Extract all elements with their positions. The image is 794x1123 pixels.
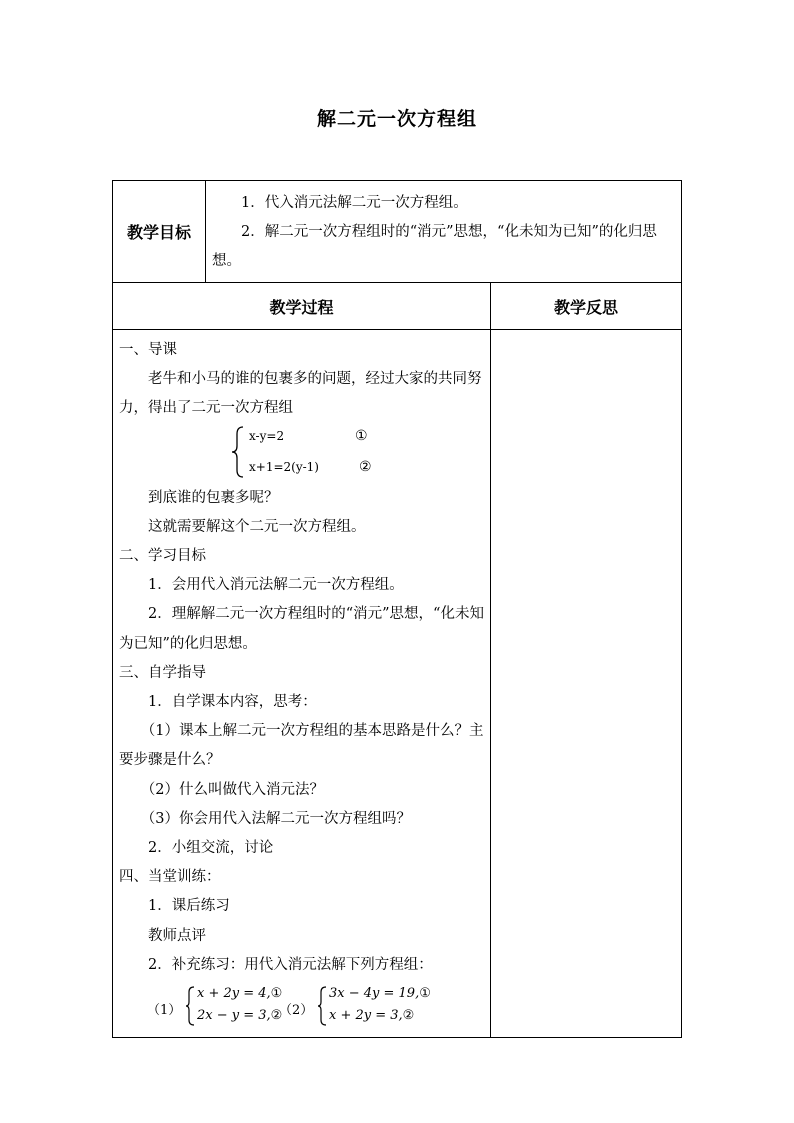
reflection-content [491, 330, 682, 1038]
reflection-column-heading: 教学反思 [491, 283, 682, 330]
goal-item-2: 2．解二元一次方程组时的“消元”思想，“化未知为已知”的化归思想。 [212, 224, 657, 269]
equation-2-mark: ② [359, 458, 372, 475]
equation-2: x+1=2(y-1) [249, 459, 319, 474]
exercise-1-label: （1） [147, 1003, 182, 1019]
exercise-systems [119, 984, 484, 1028]
exercise-2-equation-1: 3x − 4y = 19,① [329, 986, 431, 1002]
left-brace-icon [317, 986, 327, 1026]
guidance-question-2: （2）什么叫做代入消元法？ [140, 781, 324, 798]
process-content [113, 330, 491, 1038]
guidance-item-2: 2．小组交流，讨论 [148, 840, 274, 857]
page-title: 解二元一次方程组 [316, 108, 477, 130]
content-row [113, 330, 682, 1038]
left-brace-icon [185, 986, 195, 1026]
exercise-1-equation-2: 2x − y = 3,② [197, 1008, 283, 1024]
intro-question: 到底谁的包裹多呢？ [148, 489, 279, 506]
objective-item-2: 2．理解解二元一次方程组时的“消元”思想，“化未知为已知”的化归思想。 [119, 606, 484, 652]
guidance-question-3: （3）你会用代入法解二元一次方程组吗？ [140, 810, 411, 827]
section-guidance-heading: 三、自学指导 [119, 664, 206, 681]
column-header-row [113, 283, 682, 330]
practice-item-2: 2．补充练习：用代入消元法解下列方程组： [148, 956, 433, 973]
practice-item-1: 1．课后练习 [148, 898, 230, 915]
guidance-question-1: （1）课本上解二元一次方程组的基本思路是什么？主要步骤是什么？ [119, 723, 484, 769]
exercise-2-equation-2: x + 2y = 3,② [329, 1008, 415, 1024]
exercise-1-equation-1: x + 2y = 4,① [197, 986, 283, 1002]
equation-1-mark: ① [355, 427, 368, 444]
exercise-2-label: （2） [279, 1003, 314, 1019]
objective-item-1: 1．会用代入消元法解二元一次方程组。 [148, 577, 404, 594]
teacher-comment: 教师点评 [148, 927, 206, 944]
goals-row [113, 181, 682, 283]
intro-need: 这就需要解这个二元一次方程组。 [148, 518, 366, 535]
process-column-heading: 教学过程 [113, 283, 491, 330]
goals-content [206, 181, 682, 283]
guidance-item-1: 1．自学课本内容，思考： [148, 694, 317, 711]
section-practice-heading: 四、当堂训练： [119, 869, 221, 886]
left-brace-icon [231, 426, 245, 478]
goal-item-1: 1．代入消元法解二元一次方程组。 [241, 195, 468, 211]
equation-system-1 [119, 426, 484, 482]
goals-heading: 教学目标 [113, 181, 206, 283]
section-intro-heading: 一、导课 [119, 342, 177, 358]
equation-1: x-y=2 [249, 428, 285, 443]
section-objectives-heading: 二、学习目标 [119, 548, 206, 565]
intro-text: 老牛和小马的谁的包裹多的问题，经过大家的共同努力，得出了二元一次方程组 [119, 371, 482, 417]
lesson-plan-table [112, 180, 682, 1038]
